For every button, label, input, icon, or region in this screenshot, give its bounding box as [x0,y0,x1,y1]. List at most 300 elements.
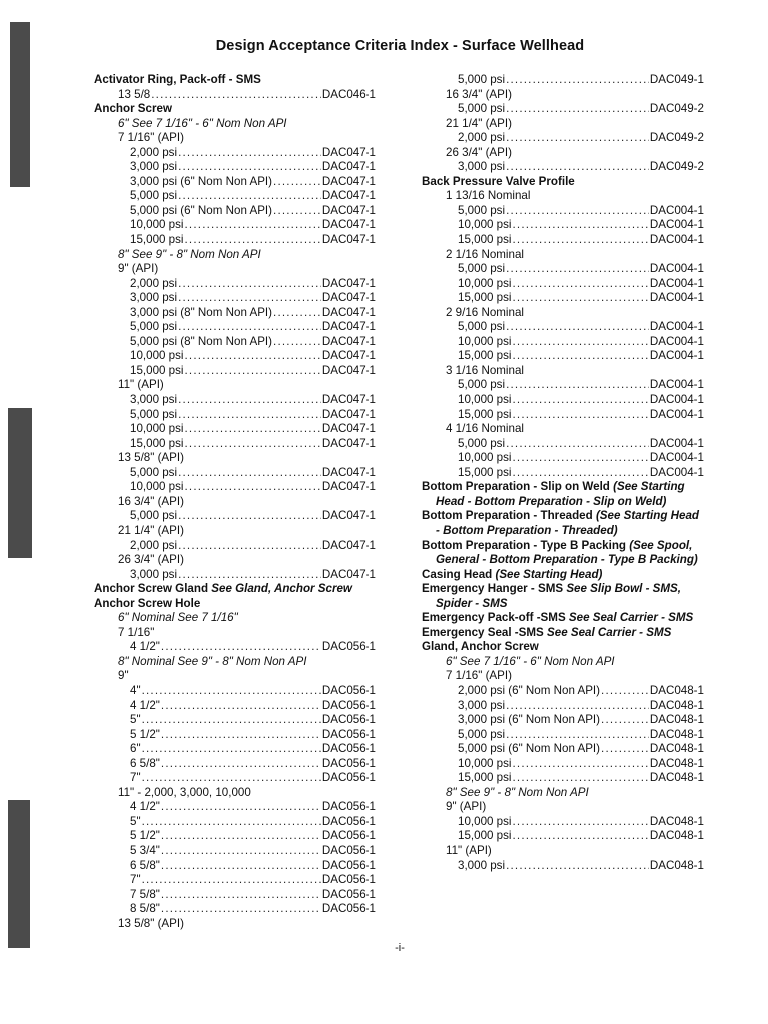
entry-label: 3,000 psi (6" Nom Non API) [130,174,273,188]
entry-label: Anchor Screw Gland [94,582,212,596]
entry-label: 6 5/8" [130,858,160,872]
dac-reference: DAC048-1 [649,742,704,756]
entry-label: Anchor Screw [94,102,172,116]
index-entry [422,728,704,743]
entry-label: 4 1/2" [130,640,160,654]
dot-leader [161,640,321,655]
entry-label: 5,000 psi (8" Nom Non API) [130,334,273,348]
index-entry [422,815,704,830]
entry-label: 11" (API) [118,378,164,392]
dac-reference: DAC047-1 [321,218,376,232]
dac-reference: DAC056-1 [321,771,376,785]
index-subheading [422,844,704,859]
entry-label: 5,000 psi [458,727,506,741]
entry-label: 8" See 9" - 8" Nom Non API [446,785,589,799]
dot-leader [178,160,321,175]
see-reference: (See Starting Head) [495,567,603,581]
index-entry [94,233,376,248]
entry-label: 11" (API) [446,843,492,857]
dot-leader [178,408,321,423]
dot-leader [273,335,321,350]
entry-label: 6" Nominal See 7 1/16" [118,611,238,625]
entry-label: 2,000 psi [458,131,506,145]
dot-leader [513,466,649,481]
see-reference: See Gland, Anchor Screw [211,582,352,596]
entry-label: 9" (API) [118,262,159,276]
dot-leader [506,131,649,146]
dot-leader [142,873,321,888]
dac-reference: DAC056-1 [321,727,376,741]
index-entry [422,204,704,219]
index-entry [94,509,376,524]
index-subheading [94,248,376,263]
dot-leader [142,815,321,830]
index-heading [422,626,704,641]
entry-label: 13 5/8 [118,87,151,101]
index-subheading [94,524,376,539]
dac-reference: DAC056-1 [321,843,376,857]
entry-label: 16 3/4" (API) [118,494,184,508]
entry-label: 10,000 psi [130,218,184,232]
index-entry [94,437,376,452]
dot-leader [513,233,649,248]
entry-label: 2 1/16 Nominal [446,247,524,261]
entry-label: 16 3/4" (API) [446,87,512,101]
dac-reference: DAC047-1 [321,276,376,290]
entry-label: 5 1/2" [130,829,160,843]
see-reference: See Seal Carrier - SMS [547,625,672,639]
index-entry [94,422,376,437]
dot-leader [185,437,321,452]
index-entry [94,742,376,757]
dac-reference: DAC048-1 [649,771,704,785]
dac-reference: DAC056-1 [321,887,376,901]
dot-leader [178,146,321,161]
see-reference: (See Starting Head - Bottom Preparation - Slip on Weld) [436,480,685,508]
dac-reference: DAC004-1 [649,233,704,247]
entry-label: Casing Head [422,567,496,581]
dac-reference: DAC048-1 [649,683,704,697]
entry-label: 10,000 psi [458,218,512,232]
dac-reference: DAC004-1 [649,218,704,232]
index-heading [422,640,704,655]
index-entry [94,189,376,204]
index-subheading [422,786,704,801]
entry-label: 4 1/16 Nominal [446,422,524,436]
index-heading [94,597,376,612]
dot-leader [506,160,649,175]
entry-label: Gland, Anchor Screw [422,640,539,654]
dot-leader [513,218,649,233]
index-subheading [94,611,376,626]
index-entry [94,699,376,714]
entry-label: 6" [130,742,141,756]
dot-leader [161,888,321,903]
index-heading [94,102,376,117]
dot-leader [506,102,649,117]
entry-label: 7 1/16" (API) [118,131,184,145]
scan-mark [8,800,30,948]
entry-label: 5 1/2" [130,727,160,741]
dot-leader [178,466,321,481]
dot-leader [513,757,649,772]
dac-reference: DAC004-1 [649,262,704,276]
dac-reference: DAC056-1 [321,756,376,770]
index-entry [422,393,704,408]
entry-label: 5,000 psi [130,509,178,523]
dot-leader [506,699,649,714]
dot-leader [273,306,321,321]
entry-label: 10,000 psi [130,349,184,363]
dot-leader [161,844,321,859]
index-entry [94,335,376,350]
dac-reference: DAC047-1 [321,393,376,407]
entry-label: 2,000 psi (6" Nom Non API) [458,683,601,697]
index-entry [422,320,704,335]
dac-reference: DAC048-1 [649,829,704,843]
dac-reference: DAC056-1 [321,713,376,727]
dac-reference: DAC056-1 [321,800,376,814]
index-entry [422,335,704,350]
dot-leader [178,539,321,554]
entry-label: 5,000 psi (6" Nom Non API) [458,742,601,756]
index-entry [94,757,376,772]
index-subheading [94,117,376,132]
dac-reference: DAC047-1 [321,436,376,450]
dot-leader [513,393,649,408]
entry-label: 5,000 psi [458,73,506,86]
dot-leader [161,800,321,815]
dot-leader [601,742,649,757]
index-entry [94,146,376,161]
index-entry [422,378,704,393]
index-entry [94,204,376,219]
entry-label: 3,000 psi [458,698,506,712]
dac-reference: DAC056-1 [321,640,376,654]
dot-leader [161,902,321,917]
index-entry [94,713,376,728]
dac-reference: DAC056-1 [321,683,376,697]
entry-label: 15,000 psi [130,233,184,247]
entry-label: 2 9/16 Nominal [446,305,524,319]
entry-label: 8" See 9" - 8" Nom Non API [118,247,261,261]
index-subheading [94,917,376,932]
dac-reference: DAC047-1 [321,160,376,174]
entry-label: Emergency Pack-off -SMS [422,611,569,625]
entry-label: 15,000 psi [130,363,184,377]
entry-label: Emergency Seal -SMS [422,625,548,639]
index-entry [94,320,376,335]
dac-reference: DAC004-1 [649,203,704,217]
dot-leader [161,699,321,714]
index-entry [94,568,376,583]
entry-label: 1 13/16 Nominal [446,189,531,203]
entry-label: 2,000 psi [130,145,178,159]
index-entry [94,800,376,815]
dac-reference: DAC047-1 [321,407,376,421]
index-entry [94,408,376,423]
index-subheading [94,553,376,568]
entry-label: 4 1/2" [130,698,160,712]
dot-leader [142,684,321,699]
entry-label: 9" [118,669,129,683]
dot-leader [151,88,321,103]
index-heading [422,175,704,190]
dot-leader [513,291,649,306]
dot-leader [513,829,649,844]
index-subheading [422,117,704,132]
dot-leader [506,262,649,277]
entry-label: 7" [130,771,141,785]
dot-leader [161,728,321,743]
entry-label: 4" [130,683,141,697]
dac-reference: DAC047-1 [321,480,376,494]
index-subheading [422,422,704,437]
entry-label: 7 1/16" [118,625,155,639]
entry-label: 4 1/2" [130,800,160,814]
dac-reference: DAC049-2 [649,102,704,116]
dac-reference: DAC004-1 [649,451,704,465]
dot-leader [273,175,321,190]
dac-reference: DAC004-1 [649,320,704,334]
index-entry [422,699,704,714]
entry-label: 5,000 psi [458,436,506,450]
index-subheading [422,800,704,815]
dot-leader [513,451,649,466]
dot-leader [178,189,321,204]
dac-reference: DAC047-1 [321,422,376,436]
see-reference: See Slip Bowl - SMS, Spider - SMS [436,582,681,610]
dac-reference: DAC049-1 [649,73,704,86]
index-entry [94,277,376,292]
index-heading [422,480,704,509]
entry-label: 15,000 psi [458,233,512,247]
entry-label: 3,000 psi [130,160,178,174]
dot-leader [161,829,321,844]
entry-label: 3,000 psi [458,160,506,174]
entry-label: 13 5/8" (API) [118,916,184,930]
dot-leader [506,73,649,88]
index-entry [422,349,704,364]
index-entry [94,815,376,830]
index-entry [422,829,704,844]
see-reference: (See Spool, General - Bottom Preparation - Type B Packing) [436,538,698,567]
entry-label: 10,000 psi [458,451,512,465]
entry-label: 26 3/4" (API) [118,553,184,567]
entry-label: 3 1/16 Nominal [446,363,524,377]
index-entry [422,713,704,728]
dot-leader [185,364,321,379]
entry-label: 10,000 psi [458,393,512,407]
dot-leader [185,422,321,437]
index-subheading [422,306,704,321]
dac-reference: DAC047-1 [321,233,376,247]
entry-label: 10,000 psi [458,334,512,348]
dot-leader [513,408,649,423]
index-entry [422,859,704,874]
entry-label: 5" [130,713,141,727]
index-entry [422,408,704,423]
index-entry [422,73,704,88]
dac-reference: DAC004-1 [649,334,704,348]
index-entry [94,306,376,321]
dac-reference: DAC047-1 [321,145,376,159]
entry-label: 11" - 2,000, 3,000, 10,000 [118,785,251,799]
index-heading [422,509,704,538]
index-column-right [422,73,704,873]
dac-reference: DAC047-1 [321,465,376,479]
dac-reference: DAC056-1 [321,858,376,872]
dot-leader [601,684,649,699]
dot-leader [185,218,321,233]
entry-label: Back Pressure Valve Profile [422,174,575,188]
entry-label: 5,000 psi [130,407,178,421]
index-entry [422,218,704,233]
dac-reference: DAC049-2 [649,160,704,174]
dac-reference: DAC048-1 [649,858,704,872]
dac-reference: DAC047-1 [321,174,376,188]
index-entry [422,277,704,292]
dot-leader [142,713,321,728]
dot-leader [513,771,649,786]
dac-reference: DAC004-1 [649,276,704,290]
index-entry [422,233,704,248]
index-heading [422,611,704,626]
dac-reference: DAC048-1 [649,698,704,712]
dot-leader [142,742,321,757]
dac-reference: DAC004-1 [649,436,704,450]
dac-reference: DAC047-1 [321,334,376,348]
index-column-left [94,73,376,931]
entry-label: 5,000 psi [130,320,178,334]
dot-leader [178,393,321,408]
entry-label: 10,000 psi [458,756,512,770]
index-entry [94,829,376,844]
dot-leader [161,757,321,772]
entry-label: Emergency Hanger - SMS [422,582,567,596]
index-subheading [422,655,704,670]
entry-label: 10,000 psi [458,814,512,828]
entry-label: 21 1/4" (API) [446,116,512,130]
dac-reference: DAC004-1 [649,465,704,479]
entry-label: 5 3/4" [130,843,160,857]
index-heading [422,568,704,583]
index-subheading [422,146,704,161]
entry-label: Bottom Preparation - Slip on Weld [422,480,614,494]
index-entry [422,262,704,277]
index-subheading [94,378,376,393]
entry-label: 6" See 7 1/16" - 6" Nom Non API [118,116,287,130]
entry-label: 5,000 psi [130,189,178,203]
entry-label: Bottom Preparation - Threaded [422,509,596,523]
dac-reference: DAC047-1 [321,305,376,319]
entry-label: 10,000 psi [458,276,512,290]
index-entry [94,291,376,306]
entry-label: 3,000 psi [130,393,178,407]
dac-reference: DAC056-1 [321,742,376,756]
entry-label: 15,000 psi [130,436,184,450]
page-number: -i- [395,942,405,954]
index-subheading [94,131,376,146]
index-subheading [422,669,704,684]
entry-label: 7 1/16" (API) [446,669,512,683]
entry-label: Anchor Screw Hole [94,596,201,610]
index-subheading [94,655,376,670]
entry-label: 9" (API) [446,800,487,814]
dac-reference: DAC047-1 [321,567,376,581]
entry-label: 26 3/4" (API) [446,145,512,159]
index-entry [422,437,704,452]
index-entry [422,466,704,481]
index-subheading [94,262,376,277]
dac-reference: DAC004-1 [649,407,704,421]
dot-leader [513,335,649,350]
index-entry [94,888,376,903]
dot-leader [506,437,649,452]
dot-leader [142,771,321,786]
entry-label: 5,000 psi [458,262,506,276]
entry-label: 13 5/8" (API) [118,451,184,465]
index-heading [422,539,704,568]
entry-label: 15,000 psi [458,771,512,785]
dot-leader [601,713,649,728]
entry-label: 2,000 psi [130,276,178,290]
dac-reference: DAC004-1 [649,349,704,363]
dac-reference: DAC048-1 [649,756,704,770]
dac-reference: DAC004-1 [649,393,704,407]
index-entry [94,539,376,554]
dac-reference: DAC047-1 [321,189,376,203]
index-subheading [94,626,376,641]
dot-leader [178,277,321,292]
index-subheading [422,88,704,103]
index-entry [94,88,376,103]
dot-leader [273,204,321,219]
index-subheading [94,786,376,801]
dot-leader [185,233,321,248]
entry-label: 5,000 psi [458,320,506,334]
index-entry [94,480,376,495]
scan-mark [8,408,32,558]
entry-label: 3,000 psi [458,858,506,872]
index-entry [94,175,376,190]
index-entry [94,218,376,233]
entry-label: 10,000 psi [130,422,184,436]
index-subheading [422,189,704,204]
dac-reference: DAC056-1 [321,814,376,828]
entry-label: 6 5/8" [130,756,160,770]
dac-reference: DAC046-1 [321,87,376,101]
dac-reference: DAC004-1 [649,291,704,305]
entry-label: 7 5/8" [130,887,160,901]
dac-reference: DAC047-1 [321,349,376,363]
entry-label: 3,000 psi (6" Nom Non API) [458,713,601,727]
dot-leader [506,378,649,393]
dac-reference: DAC004-1 [649,378,704,392]
entry-label: 15,000 psi [458,465,512,479]
entry-label: 5,000 psi [458,203,506,217]
entry-label: 5,000 psi [458,378,506,392]
index-entry [94,640,376,655]
dot-leader [513,815,649,830]
index-entry [94,873,376,888]
index-subheading [94,495,376,510]
index-entry [94,684,376,699]
entry-label: Bottom Preparation - Type B Packing [422,538,630,552]
entry-label: 2,000 psi [130,538,178,552]
dot-leader [178,320,321,335]
dot-leader [506,859,649,874]
